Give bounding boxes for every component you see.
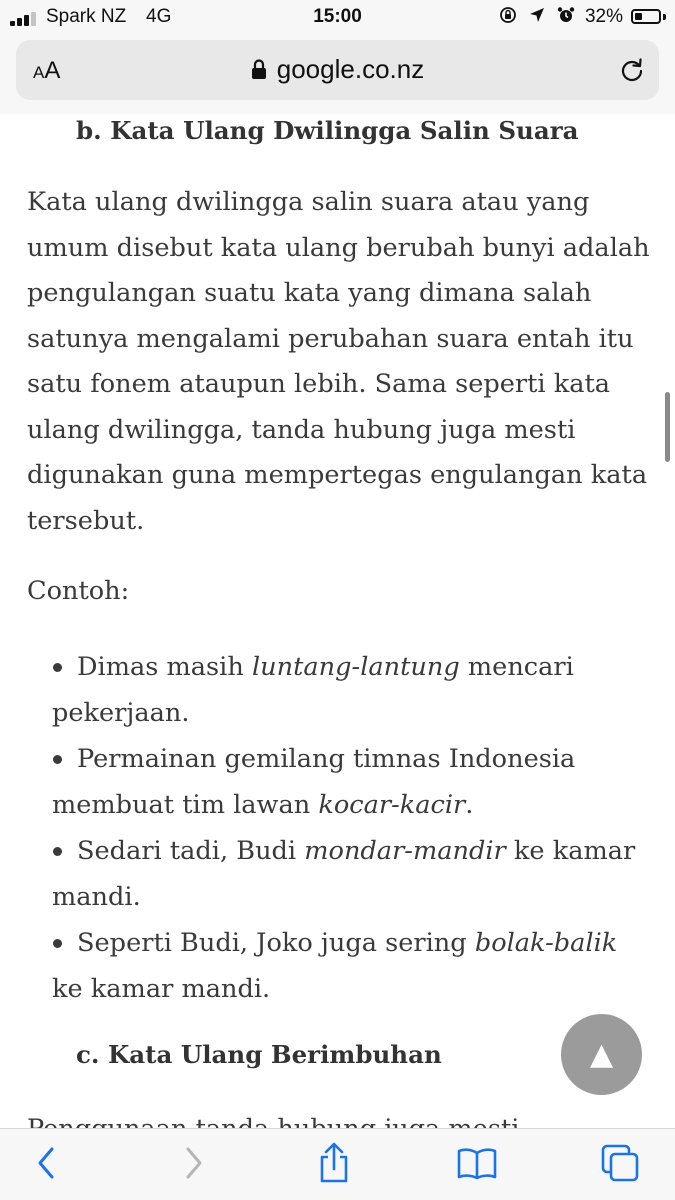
- examples-list: [27, 644, 647, 1012]
- orientation-lock-icon: [499, 6, 517, 24]
- address-bar[interactable]: [16, 40, 659, 100]
- scrollbar[interactable]: [665, 392, 670, 462]
- list-item: Permainan gemilang timnas Indonesia membuat tim lawan kocar-kacir.: [27, 736, 647, 828]
- browser-address-area: [0, 34, 675, 114]
- article-content: [0, 114, 675, 1128]
- list-item: Dimas masih luntang-lantung mencari pekerjaan.: [27, 644, 647, 736]
- status-time: 15:00: [313, 6, 362, 27]
- status-bar: [0, 0, 675, 34]
- network-type: 4G: [146, 6, 172, 27]
- url-display[interactable]: [16, 54, 659, 85]
- back-to-top-button[interactable]: ▲: [561, 1014, 642, 1095]
- section-heading-b: b. Kata Ulang Dwilingga Salin Suara: [76, 116, 579, 145]
- body-paragraph: Kata ulang dwilingga salin suara atau yang umum disebut kata ulang berubah bunyi adalah pengulangan suatu kata yang dimana salah satunya mengalami perubahan suara entah itu satu fonem ataupun lebih. Sama seperti kata ulang dwilingga, tanda hubung juga mesti digunakan guna mempertegas engulangan kata tersebut.: [27, 187, 650, 536]
- lock-icon: [251, 58, 267, 80]
- carrier-name: Spark NZ: [46, 6, 127, 27]
- share-icon[interactable]: [316, 1141, 352, 1185]
- tabs-icon[interactable]: [600, 1143, 640, 1183]
- browser-toolbar: [0, 1128, 675, 1200]
- status-icons: [499, 5, 575, 26]
- battery-icon: [631, 9, 661, 24]
- section-heading-c: c. Kata Ulang Berimbuhan: [76, 1040, 442, 1069]
- forward-icon[interactable]: [180, 1145, 206, 1181]
- bookmarks-icon[interactable]: [456, 1145, 498, 1181]
- reload-icon[interactable]: [619, 56, 645, 84]
- alarm-icon: [557, 6, 575, 24]
- text-size-button[interactable]: AA: [33, 57, 61, 84]
- battery-cap: [663, 14, 666, 20]
- url-text: google.co.nz: [276, 54, 425, 84]
- battery-level: [635, 13, 642, 20]
- list-item: Sedari tadi, Budi mondar-mandir ke kamar mandi.: [27, 828, 647, 920]
- back-icon[interactable]: [34, 1145, 60, 1181]
- examples-label: Contoh:: [27, 576, 130, 606]
- battery-percent: 32%: [584, 6, 623, 27]
- location-icon: [528, 6, 546, 24]
- list-item: Seperti Budi, Joko juga sering bolak-balik ke kamar mandi.: [27, 920, 647, 1012]
